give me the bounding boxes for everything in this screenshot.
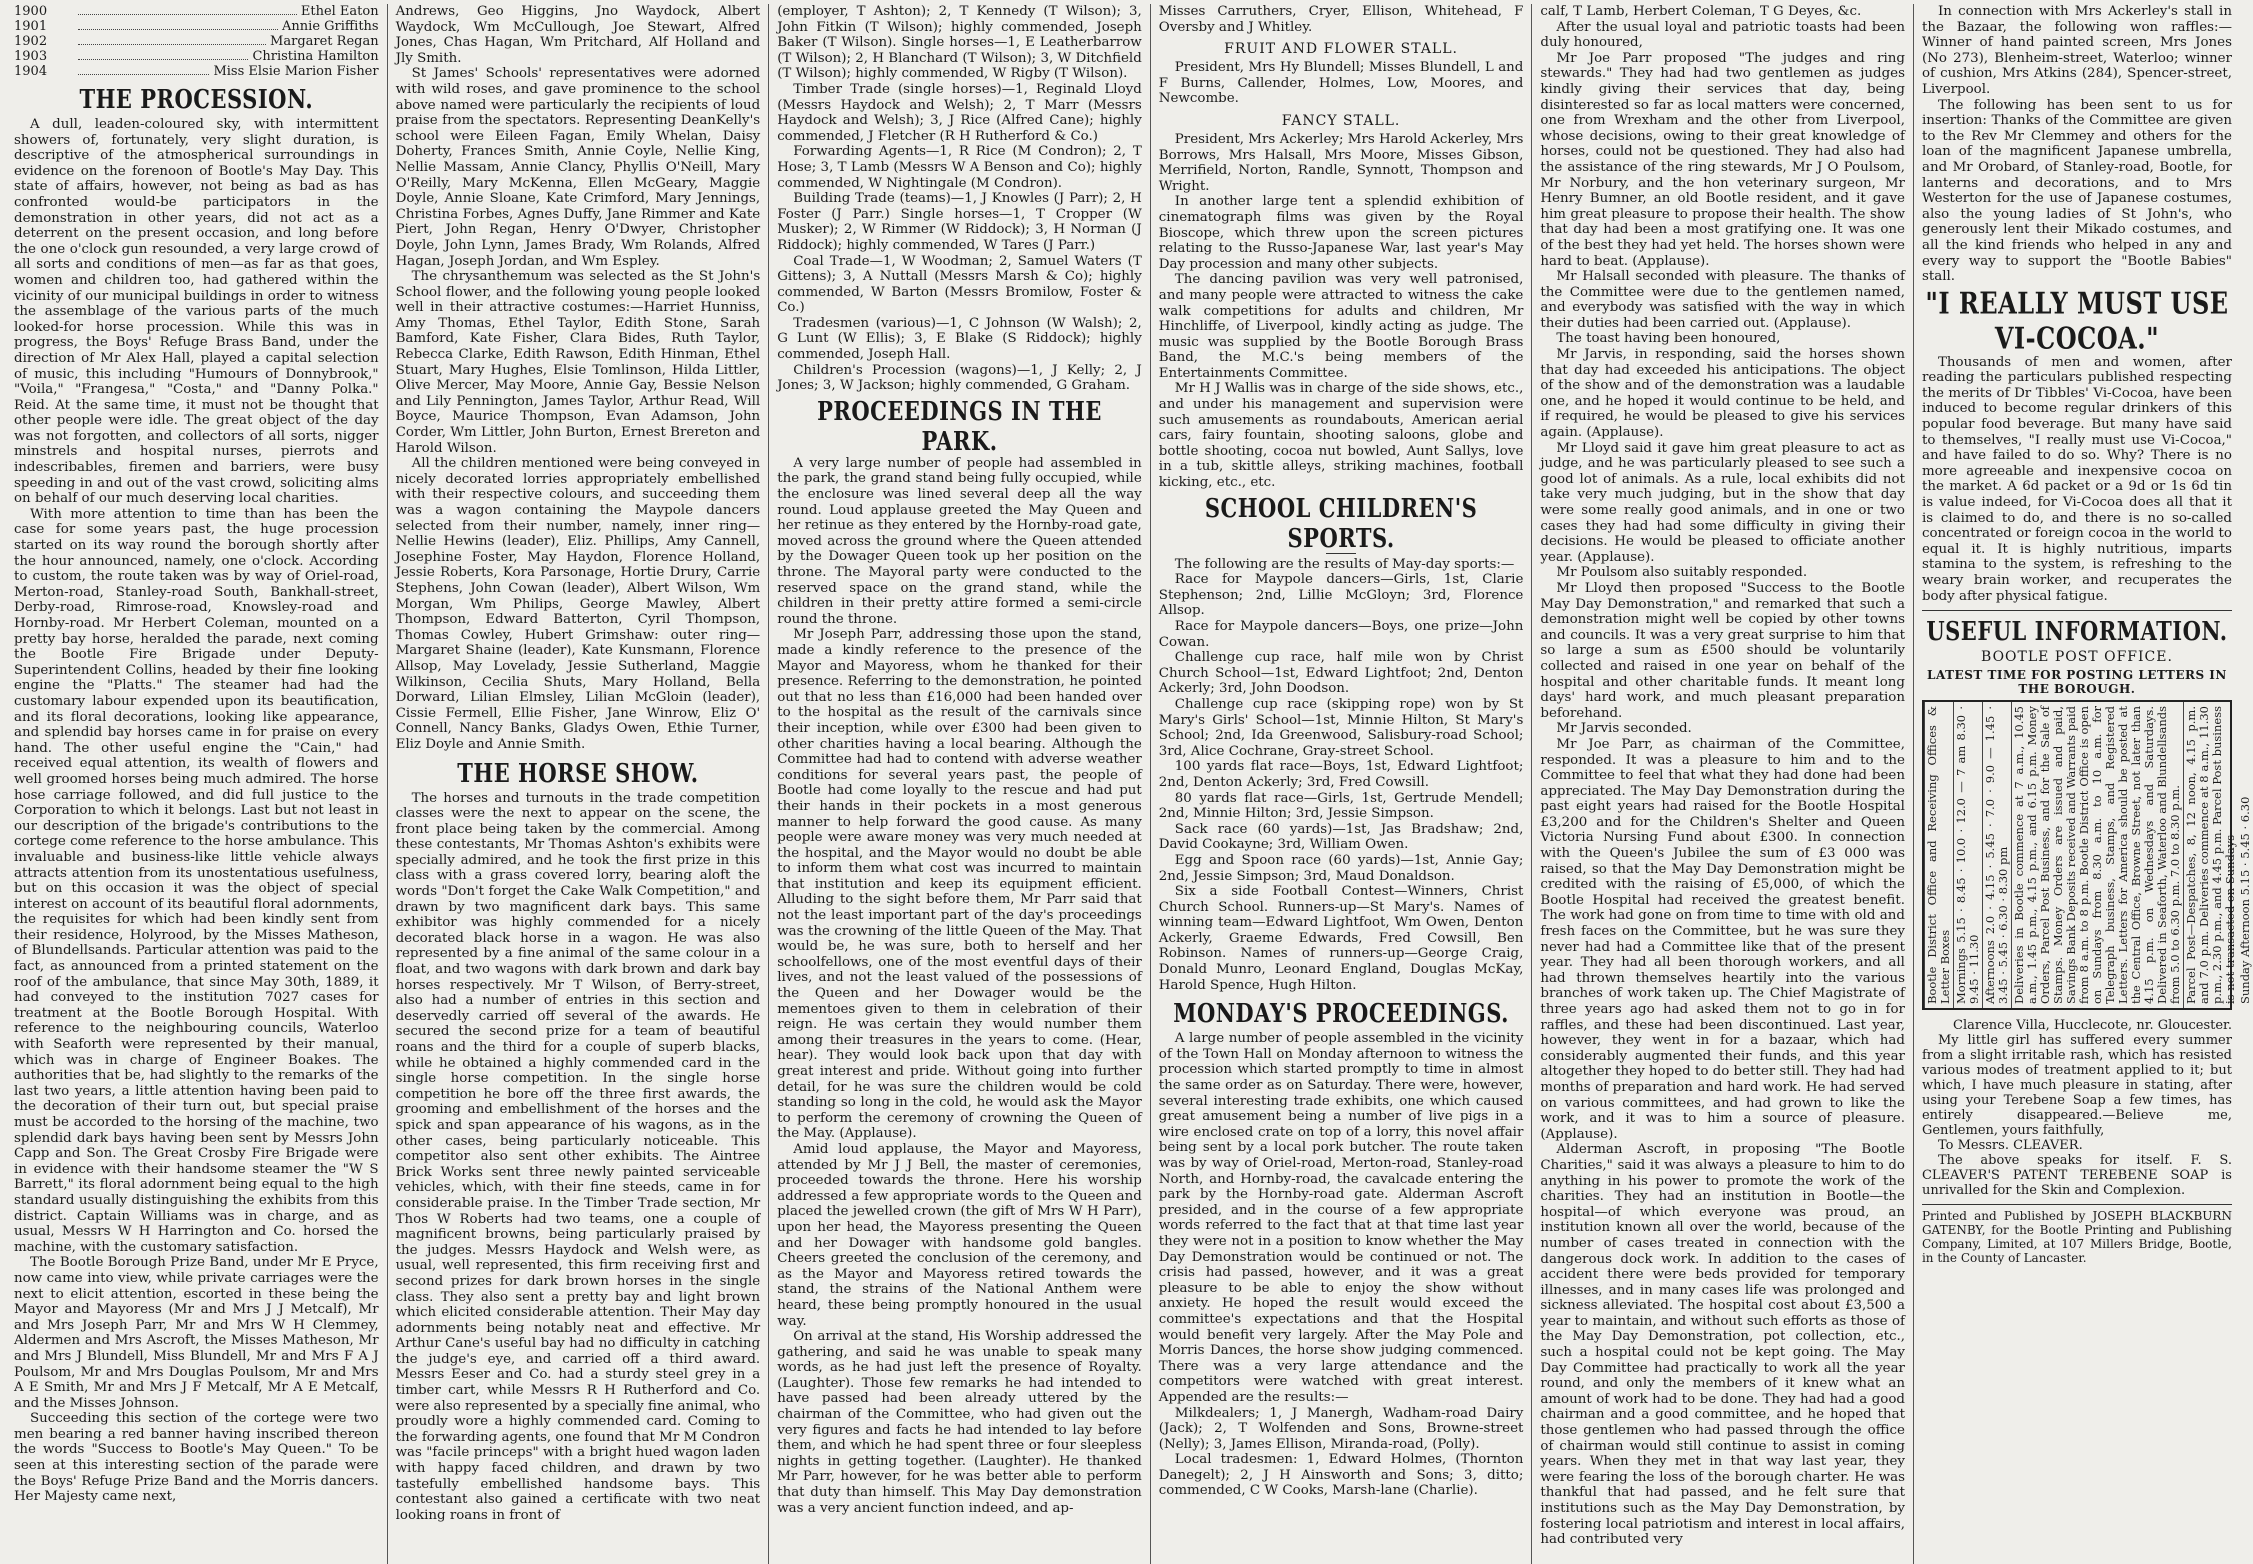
paragraph: In another large tent a splendid exhibition of cinematograph films was given by the Royal Bioscope, which threw upon the screen pictures relating to the Russo-Japanese War, last year's May Day procession and many other subjects. bbox=[1158, 194, 1524, 272]
post-times-table bbox=[1922, 700, 2252, 1010]
paragraph: Race for Maypole dancers—Girls, 1st, Clarie Stephenson; 2nd, Lillie McGloyn; 3rd, Florence Allsop. bbox=[1158, 572, 1524, 619]
paragraph: The toast having been honoured, bbox=[1556, 331, 1781, 347]
paragraph: With more attention to time than has been the case for some years past, the huge procession started on its way round the borough shortly after the hour announced, namely, one o'clock. According to custom, the route taken was by way of Oriel-road, Merton-road, Stanley-road South, Bankhall-street, Derby-road, Rimrose-road, Knowsley-road and Hornby-road. Mr Herbert Coleman, mounted on a pretty bay horse, heralded the parade, next coming the Bootle Fire Brigade under Deputy-Superintendent Collins, headed by their fine looking engine the "Platts." The steamer had had the customary labour expended upon its beautification, and its floral decorations, looking like appearance, and splendid bay horses came in for praise on every hand. The other useful engine the "Cain," had received equal attention, its wealth of flowers and well groomed horses being much admired. The horse hose carriage followed, and did full justice to the Corporation to which it belongs. Last but not least in our description of the brigade's contributions to the cortege come reference to the horse ambulance. This invaluable and business-like little vehicle always attracts attention from its unostentatious usefulness, but on this occasion it was the object of special interest on account of its beautiful floral adornments, the requisites for which had been kindly sent from their residence, Holyrood, by the Misses Matheson, of Blundellsands. Particular attention was paid to the fact, as announced from a printed statement on the roof of the ambulance, that since May 30th, 1889, it had conveyed to the institution 7027 cases for treatment at the Bootle Borough Hospital. With reference to the neighbouring councils, Waterloo with Seaforth were represented by their manual, which was in charge of Engineer Boakes. The authorities that be, had slightly to the remarks of the last two years, a little attention having been paid to the decoration of their turn out, but special praise must be accorded to the horsing of the machine, two splendid dark bays having been sent by Messrs John Capp and Son. The Great Crosby Fire Brigade were in evidence with their handsome steamer the "W S Barrett," its floral adornment being equal to the high standard usually distinguishing the exhibits from this district. Captain Williams was in charge, and as usual, Messrs W H Harrington and Co. horsed the machine, with the customary satisfaction. bbox=[14, 506, 379, 1255]
paragraph: Challenge cup race (skipping rope) won by St Mary's Girls' School—1st, Minnie Hilton, St Mary's School; 2nd, Ida Greenwood, Salisbury-road School; 3rd, Alice Cochrane, Gray-street School. bbox=[1158, 696, 1524, 759]
list-item: 1902 Margaret Regan bbox=[14, 34, 379, 49]
subheading-latest-time: LATEST TIME FOR POSTING LETTERS IN THE BOROUGH. bbox=[1927, 668, 2227, 697]
divider bbox=[1922, 610, 2232, 611]
column-6 bbox=[1914, 4, 2252, 1564]
paragraph: On arrival at the stand, His Worship addressed the gathering, and said he was unable to speak many words, as he had just left the presence of Royalty. (Laughter). Those few remarks he had intended to have passed had been already uttered by the chairman of the Committee, who had given out the very figures and facts he had intended to lay before them, and which he had spent three or four sleepless nights in getting together. (Laughter). He thanked Mr Parr, however, for he was better able to perform that duty than himself. This May Day demonstration was a very ancient function indeed, and ap- bbox=[777, 1329, 1142, 1516]
paragraph: (employer, T Ashton); 2, T Kennedy (T Wilson); 3, John Fitkin (T Wilson); highly commended, Joseph Baker (T Wilson). Single horses—1, E Leatherbarrow (T Wilson); 2, H Blanchard (T Wilson); 3, W Ditchfield (T Wilson); highly commended, W Rigby (T Wilson). bbox=[777, 4, 1142, 82]
terebene-soap-advert bbox=[1922, 1018, 2232, 1198]
list-item: 1903 Christina Hamilton bbox=[14, 49, 379, 64]
paragraph: The horses and turnouts in the trade competition classes were the next to appear on the scene, the front place being taken by the commercial. Among these contestants, Mr Thomas Ashton's exhibits were specially admired, and he took the first prize in this class with a grass covered lorry, bearing aloft the words "Don't forget the Cake Walk Competition," and drawn by two magnificent dark bays. This same exhibitor was highly commended for a nicely decorated black horse in a wagon. He was also represented by a fine animal of the same colour in a float, and two wagons with dark brown and dark bay horses respectively. Mr T Wilson, of Berry-street, also had a number of entries in this section and deservedly carried off several of the awards. He secured the second prize for a team of beautiful roans and the third for a couple of superb blacks, while he obtained a highly commended card in the single horse competition. In the single horse competition he bore off the three first awards, the grooming and embellishment of the horses and the spick and span appearance of his wagons, as in the other cases, being particularly noticeable. This competitor also sent other exhibits. The Aintree Brick Works sent three newly painted serviceable vehicles, which, with their fine steeds, came in for considerable praise. In the Timber Trade section, Mr Thos W Roberts had two teams, one a couple of magnificent browns, being particularly praised by the judges. Messrs Haydock and Welsh were, as usual, well represented, this firm receiving first and second prizes for dark brown horses in the single class. They also sent a pretty bay and light brown which elicited considerable attention. Their May day adornments being notably neat and effective. Mr Arthur Cane's useful bay had no difficulty in catching the judge's eye, and carried off a third award. Messrs Eeser and Co. had a sturdy steel grey in a timber cart, while Messrs R H Rutherford and Co. were also represented by a specially fine animal, who proudly wore a highly commended card. Coming to the forwarding agents, one found that Mr M Condron was "facile princeps" with a bright hued wagon laden with happy faced children, and drawn by two tastefully embellished handsome bays. This contestant also gained a certificate with two neat looking roans in front of bbox=[395, 790, 761, 1523]
table-column: Mornings 5.15 · 8.45 · 10.0 · 12.0 — 7 am 8.30 · 9.45 · 11.30 bbox=[1953, 702, 1982, 1008]
heading-horse-show: THE HORSE SHOW. bbox=[457, 756, 699, 788]
paragraph: The following are the results of May-day sports:— bbox=[1174, 556, 1515, 572]
paragraph: Mr Jarvis, in responding, said the horses shown that day had exceeded his anticipations. The object of the show and of the demonstration was a laudable one, and he hoped it would continue to be held, and if required, he would be pleased to give his services again. (Applause). bbox=[1540, 347, 1905, 441]
paragraph: Mr Joseph Parr, addressing those upon the stand, made a kindly reference to the presence of the Mayor and Mayoress, whom he thanked for their presence. Referring to the demonstration, he pointed out that no less than £16,000 had been handed over to the hospital as the result of the carnivals since their inception, while over £300 had been given to other charities having a local bearing. Although the Committee had had to contend with adverse weather conditions for several years past, the people of Bootle had come loyally to the rescue and had put their hands in their pockets in a most generous manner to help forward the good cause. As many people were aware money was very much needed at the hospital, and the Mayor would no doubt be able to inform them what cost was incurred to maintain that institution and keep its equipment efficient. Alluding to the sight before them, Mr Parr said that not the least important part of the day's proceedings was the crowning of the little Queen of the May. That would be, he was sure, both to herself and her schoolfellows, one of the most eventful days of their lives, and not the least valued of the possessions of the Queen and her Dowager would be the mementoes given to them in celebration of their reign. He was certain they would number them among their treasures in the years to come. (Hear, hear). They would look back upon that day with great interest and pride. Without going into further detail, for he was sure the children would be cold standing so long in the cold, he would ask the Mayor to perform the ceremony of crowning the Queen of the May. (Applause). bbox=[777, 627, 1142, 1142]
table-column: Parcel Post—Despatches, 8, 12 noon, 4.15 p.m. and 7.0 p.m. Deliveries commence at 8 a.m., 11.30 p.m., 2.30 p.m., and 4.45 p.m. Parcel Post business is not transacted on Sundays bbox=[2183, 702, 2238, 1008]
table-column: Bootle District Office and Receiving Offices & Letter Boxes bbox=[1924, 702, 1953, 1008]
heading-fancy-stall: FANCY STALL. bbox=[1281, 112, 1401, 129]
paragraph: The following has been sent to us for insertion: Thanks of the Committee are given to the Rev Mr Clemmey and others for the loan of the magnificent Japanese umbrella, and Mr Orobard, of Stanley-road, Bootle, for lanterns and decorations, and to Mrs Westerton for the use of Japanese costumes, also the young ladies of St John's, who generously lent their Mikado costumes, and all the kind friends who helped in any and every way to support the "Bootle Babies" stall. bbox=[1921, 97, 2232, 285]
heading-fruit-stall: FRUIT AND FLOWER STALL. bbox=[1224, 41, 1458, 58]
heading-proceedings-park: PROCEEDINGS IN THE PARK. bbox=[817, 394, 1102, 456]
paragraph: 100 yards flat race—Boys, 1st, Edward Lightfoot; 2nd, Denton Ackerly; 3rd, Fred Cowsill. bbox=[1158, 759, 1524, 790]
paragraph: A very large number of people had assembled in the park, the grand stand being fully occupied, while the enclosure was lined several deep all the way round. Loud applause greeted the May Queen and her retinue as they entered by the Hornby-road gate, moved across the ground where the Queen attended by the Dowager Queen took up her position on the throne. The Mayoral party were conducted to the reserved space on the grand stand, while the children in their pretty attire formed a semi-circle round the throne. bbox=[777, 455, 1142, 627]
paragraph: Amid loud applause, the Mayor and Mayoress, attended by Mr J J Bell, the master of ceremonies, proceeded towards the throne. Here his worship addressed a few appropriate words to the Queen and placed the jewelled crown (the gift of Mrs W H Parr), upon her head, the Mayoress presenting the Queen and her Dowager with handsome gold bangles. Cheers greeted the conclusion of the ceremony, and as the Mayor and Mayoress retired towards the stand, the strains of the National Anthem were heard, these being promptly honoured in the usual way. bbox=[777, 1141, 1142, 1329]
paragraph: Alderman Ascroft, in proposing "The Bootle Charities," said it was always a pleasure to him to do anything in his power to promote the work of the charities. They had an institution in Bootle—the hospital—of which everyone was proud, an institution known all over the world, because of the number of cases treated in connection with the dangerous dock work. In addition to the cases of accident there were beds provided for temporary illnesses, and in many cases life was prolonged and sickness alleviated. The hospital cost about £3,500 a year to maintain, and without such efforts as those of the May Day Demonstration, pot collection, etc., such a hospital could not be kept going. The May Day Committee had practically to work all the year round, and only the members of it knew what an amount of work had to be done. They had had a good chairman and a good committee, and he hoped that those gentlemen who had passed through the office of chairman would still continue to assist in coming years. When they met in that way last year, they were fearing the loss of the borough charter. He was thankful that had passed, and he felt sure that institutions such as the May Day Demonstration, by fostering local patriotism and interest in local affairs, had contributed very bbox=[1540, 1142, 1905, 1548]
paragraph: All the children mentioned were being conveyed in nicely decorated lorries appropriately embellished with their respective colours, and succeeding them was a wagon containing the Maypole dancers selected from their number, namely, inner ring—Nellie Hewins (leader), Eliz. Phillips, Amy Cannell, Josephine Foster, May Haydon, Florence Holland, Jessie Roberts, Kora Parsonage, Hortie Drury, Carrie Stephens, John Cowan (leader), Albert Wilson, Wm Morgan, Wm Philips, George Mawley, Albert Thompson, Edward Batterton, Cyril Thompson, Thomas Cowley, Hubert Grimshaw: outer ring—Margaret Shaine (leader), Kate Kunsmann, Florence Allsop, May Lovelady, Jessie Sutherland, Maggie Wilkinson, Cecilia Shuts, Mary Holland, Bella Dorward, Lilian Elmsley, Lilian McGloin (leader), Cissie Fermell, Ellie Fisher, Jane Winrow, Eliz O' Connell, Nancy Banks, Gladys Owen, Ethie Turner, Eliz Doyle and Annie Smith. bbox=[395, 456, 761, 752]
heading-school-sports: SCHOOL CHILDREN'S SPORTS. bbox=[1204, 491, 1478, 553]
paragraph: Coal Trade—1, W Woodman; 2, Samuel Waters (T Gittens); 3, A Nuttall (Messrs Marsh & Co); highly commended, W Barton (Messrs Bromilow, Foster & Co.) bbox=[777, 253, 1142, 316]
table-column: Afternoons 2.0 · 4.15 · 5.45 · 7.0 · 9.0 — 1.45 · 3.45 · 5.45 · 6.30 · 8.30 pm bbox=[1982, 702, 2011, 1008]
paragraph: Timber Trade (single horses)—1, Reginald Lloyd (Messrs Haydock and Welsh); 2, T Marr (Messrs Haydock and Welsh); 3, J Rice (Alfred Cane); highly commended, J Fletcher (R H Rutherford & Co.) bbox=[777, 81, 1142, 144]
paragraph: Mr Joe Parr, as chairman of the Committee, responded. It was a pleasure to him and to the Committee to feel that what they had done had been appreciated. The May Day Demonstration during the past eight years had raised for the Bootle Hospital £3,200 and for the Children's Shelter and Queen Victoria Nursing Fund about £300. In connection with the Queen's Jubilee the sum of £3 000 was raised, so that the May Day Demonstration might be credited with the raising of £5,000, of which the Bootle Hospital had received the greatest benefit. The work had gone on from time to time with old and fresh faces on the Committee, but he was sure they never had had a Committee like that of the present year. They had all been thorough workers, and all had thrown themselves heartily into the various branches of work taken up. The Chief Magistrate of three years ago had asked them not to go in for raffles, and these had been discontinued. Last year, however, they went in for a bazaar, which had considerably augmented their funds, and this year altogether they hoped to do better still. They had had months of preparation and hard work. He had served on various committees, and had grown to like the work, and it was to him a source of pleasure. (Applause). bbox=[1540, 736, 1905, 1142]
table-column: Deliveries in Bootle commence at 7 a.m., 10.45 a.m., 1.45 p.m., 4.15 p.m., and 6.15 p.m. Money Orders, Parcel Post Business, and for the Sale of Stamps. Money Orders are issued and paid, Savings Bank Deposits received and Warrants paid from 8 a.m. to 8 p.m. Bootle District Office is open on Sundays from 8.30 a.m. to 10 a.m. for Telegraph business, Stamps, and Registered Letters. Letters for America should be posted at the Central Office, Browne Street, not later than 4.15 p.m. on Wednesdays and Saturdays. Delivered in Seaforth, Waterloo and Blundellsands from 5.0 to 6.30 p.m. 7.0 to 8.30 p.m. bbox=[2011, 702, 2183, 1008]
paragraph: Egg and Spoon race (60 yards)—1st, Annie Gay; 2nd, Jessie Simpson; 3rd, Maud Donaldson. bbox=[1158, 852, 1524, 884]
paragraph: Mr Lloyd said it gave him great pleasure to act as judge, and he was particularly pleased to see such a good lot of animals. As a rule, local exhibits did not take very much judging, but in the show that day were some really good animals, and in one or two cases they had had some difficulty in giving their decisions. He would be pleased to officiate another year. (Applause). bbox=[1540, 440, 1905, 565]
heading-procession: THE PROCESSION. bbox=[79, 82, 314, 114]
heading-useful-information: USEFUL INFORMATION. bbox=[1926, 614, 2228, 647]
paragraph: The Bootle Borough Prize Band, under Mr E Pryce, now came into view, while private carriages were the next to elicit attention, escorted in these being the Mayor and Mayoress (Mr and Mrs J J Metcalf), Mr and Mrs Joseph Parr, Mr and Mrs W H Clemmey, Aldermen and Mrs Ascroft, the Misses Matheson, Mr and Mrs J Blundell, Miss Blundell, Mr and Mrs F A J Poulsom, Mr and Mrs Douglas Poulsom, Mr and Mrs A E Smith, Mr and Mrs J F Metcalf, Mr A E Metcalf, and the Misses Johnson. bbox=[14, 1255, 379, 1411]
paragraph: calf, T Lamb, Herbert Coleman, T G Deyes, &c. bbox=[1540, 4, 1862, 19]
paragraph: Mr Poulsom also suitably responded. bbox=[1556, 565, 1808, 581]
paragraph: Challenge cup race, half mile won by Christ Church School—1st, Edward Lightfoot; 2nd, Denton Ackerly; 3rd, John Doodson. bbox=[1158, 650, 1524, 697]
table-column: Sunday Afternoon 5.15 · 5.45 · 6.30 bbox=[2237, 796, 2252, 1005]
paragraph: Six a side Football Contest—Winners, Christ Church School. Runners-up—St Mary's. Names of winning team—Edward Lightfoot, Wm Owen, Denton Ackerly, Graeme Edwards, Fred Cowsill, Ben Robinson. Names of runners-up—George Craig, Donald Munro, Leonard England, Douglas McKay, Harold Spence, Hugh Hilton. bbox=[1158, 884, 1524, 993]
paragraph: After the usual loyal and patriotic toasts had been duly honoured, bbox=[1540, 19, 1905, 51]
paragraph: Forwarding Agents—1, R Rice (M Condron); 2, T Hose; 3, T Lamb (Messrs W A Benson and Co); highly commended, W Nightingale (M Condron). bbox=[777, 144, 1142, 191]
paragraph: Sack race (60 yards)—1st, Jas Bradshaw; 2nd, David Cookayne; 3rd, William Owen. bbox=[1158, 821, 1524, 853]
paragraph: Misses Carruthers, Cryer, Ellison, Whitehead, F Oversby and J Whitley. bbox=[1158, 4, 1524, 35]
column-4 bbox=[1151, 4, 1533, 1564]
paragraph: A dull, leaden-coloured sky, with intermittent showers of, fortunately, very slight duration, is descriptive of the atmospherical surroundings in evidence on the forenoon of Bootle's May Day. This state of affairs, however, not being as bad as has confronted would-be participators in the demonstration in other years, did not act as a deterrent on the present occasion, and long before the one o'clock gun resounded, a very large crowd of all sorts and conditions of men—as far as that goes, women and children too, had gathered within the vicinity of our municipal buildings in order to witness the assemblage of the various parts of the much looked-for horse procession. While this was in progress, the Boys' Refuge Brass Band, under the direction of Mr Alex Hall, played a capital selection of music, this including "Humours of Donnybrook," "Voila," "Frangesa," "Costa," and "Danny Polka." Reid. At the same time, it must not be thought that other people were idle. The great object of the day was not forgotten, and collectors of all sorts, nigger minstrels and hospital nurses, pierrots and indescribables, firemen and barriers, were busy speeding in and out of the vast crowd, soliciting alms on behalf of our much deserving local charities. bbox=[14, 117, 379, 507]
column-2 bbox=[388, 4, 770, 1564]
advert-signoff: To Messrs. CLEAVER. bbox=[1937, 1138, 2083, 1154]
column-3 bbox=[769, 4, 1151, 1564]
paragraph: Local tradesmen: 1, Edward Holmes, (Thornton Danegelt); 2, J H Ainsworth and Sons; 3, ditto; commended, C W Cooks, Marsh-lane (Charlie). bbox=[1158, 1452, 1524, 1499]
list-item: 1901 Annie Griffiths bbox=[14, 19, 379, 34]
paragraph: Building Trade (teams)—1, J Knowles (J Parr); 2, H Foster (J Parr.) Single horses—1, T Cropper (W Musker); 2, W Rimmer (W Riddock); 3, H Norman (J Riddock); highly commended, W Tares (J Parr.) bbox=[777, 191, 1142, 253]
paragraph: Milkdealers; 1, J Manergh, Wadham-road Dairy (Jack); 2, T Wolfenden and Sons, Browne-street (Nelly); 3, James Ellison, Miranda-road, (Polly). bbox=[1158, 1405, 1524, 1452]
column-1 bbox=[6, 4, 388, 1564]
printer-imprint: Printed and Published by JOSEPH BLACKBURN GATENBY, for the Bootle Printing and Publishing Company, Limited, at 107 Millers Bridge, Bootle, in the County of Lancaster. bbox=[1922, 1204, 2232, 1265]
paragraph: The dancing pavilion was very well patronised, and many people were attracted to witness the cake walk competitions for adults and children, Mr Hinchliffe, of Liverpool, kindly acting as judge. The music was supplied by the Bootle Borough Brass Band, the M.C.'s being members of the Entertainments Committee. bbox=[1158, 272, 1524, 381]
heading-monday-proceedings: MONDAY'S PROCEEDINGS. bbox=[1173, 997, 1509, 1029]
paragraph: In connection with Mrs Ackerley's stall in the Bazaar, the following won raffles:—Winner of hand painted screen, Mrs Jones (No 273), Blenheim-street, Waterloo; winner of cushion, Mrs Atkins (284), Spencer-street, Liverpool. bbox=[1921, 4, 2232, 97]
paragraph: Mr Jarvis seconded. bbox=[1556, 721, 1692, 737]
paragraph: A large number of people assembled in the vicinity of the Town Hall on Monday afternoon to witness the procession which started promptly to time in almost the same order as on Saturday. There were, however, several interesting trade exhibits, one which caused great amusement being a number of live pigs in a wire enclosed crate on top of a lorry, this novel affair being sent by a local pork butcher. The route taken was by way of Oriel-road, Merton-road, Stanley-road North, and Hornby-road, the cavalcade entering the park by the Hornby-road gate. Alderman Ascroft presided, and in the course of a few appropriate words referred to the fact that at that time last year they were not in a position to know whether the May Day Demonstration would be continued or not. The crisis had passed, however, and it was a great pleasure to be able to enjoy the show without anxiety. He hoped the result would exceed the committee's expectations and that the Hospital would benefit very largely. After the May Pole and Morris Dances, the horse show judging commenced. There was a very large attendance and the competitors were watched with great interest. Appended are the results:— bbox=[1158, 1031, 1524, 1405]
paragraph: 80 yards flat race—Girls, 1st, Gertrude Mendell; 2nd, Minnie Hilton; 3rd, Jessie Simpson. bbox=[1158, 790, 1524, 822]
paragraph: Mr H J Wallis was in charge of the side shows, etc., and under his management and supervision were such amusements as roundabouts, American aerial cars, fairy fountain, shooting saloons, globe and bottle shooting, cocoa nut bowled, Aunt Sallys, love in a tub, skittle alleys, striking machines, football kicking, etc., etc. bbox=[1158, 381, 1524, 491]
paragraph: President, Mrs Hy Blundell; Misses Blundell, L and F Burns, Callender, Holmes, Low, Moores, and Newcombe. bbox=[1158, 60, 1524, 107]
heading-vi-cocoa: "I REALLY MUST USE VI-COCOA." bbox=[1925, 284, 2229, 356]
list-item: 1904 Miss Elsie Marion Fisher bbox=[14, 64, 379, 79]
paragraph: Thousands of men and women, after reading the particulars published respecting the merits of Dr Tibbles' Vi-Cocoa, have been induced to become regular drinkers of this popular food beverage. But many have said to themselves, "I really must use Vi-Cocoa," and have failed to do so. Why? There is no more agreeable and inexpensive cocoa on the market. A 6d packet or a 9d or 1s 6d tin is value indeed, for Vi-Cocoa does all that it is claimed to do, and there is no so-called concentrated or foreign cocoa in the world to equal it. It is highly nutritious, imparts stamina to the system, is refreshing to the weary brain worker, and recuperates the body after physical fatigue. bbox=[1921, 354, 2232, 604]
column-5 bbox=[1532, 4, 1914, 1564]
advert-address: Clarence Villa, Hucclecote, nr. Gloucester. bbox=[1953, 1018, 2232, 1034]
paragraph: Andrews, Geo Higgins, Jno Waydock, Albert Waydock, Wm McCullough, Joe Stewart, Alfred Jones, Chas Hagan, Wm Pritchard, Alf Holland and Jly Smith. bbox=[395, 4, 761, 66]
advert-body: My little girl has suffered every summer from a slight irritable rash, which has resisted various modes of treatment applied to it; but which, I have much pleasure in stating, after using your Terebene Soap a few times, has entirely disappeared.—Believe me, Gentlemen, yours faithfully, bbox=[1921, 1033, 2232, 1139]
paragraph: Succeeding this section of the cortege were two men bearing a red banner having inscribed thereon the words "Success to Bootle's May Queen." To be seen at this interesting section of the parade were the Boys' Refuge Prize Band and the Morris dancers. Her Majesty came next, bbox=[14, 1411, 379, 1505]
paragraph: Tradesmen (various)—1, C Johnson (W Walsh); 2, G Lunt (W Ellis); 3, E Blake (S Riddock); highly commended, Joseph Hall. bbox=[777, 315, 1142, 363]
list-item: 1900 Ethel Eaton bbox=[14, 4, 379, 19]
advert-tagline: The above speaks for itself. F. S. CLEAVER'S PATENT TEREBENE SOAP is unrivalled for the Skin and Complexion. bbox=[1921, 1153, 2232, 1199]
paragraph: President, Mrs Ackerley; Mrs Harold Ackerley, Mrs Borrows, Mrs Halsall, Mrs Moore, Misses Gibson, Merrifield, Norton, Randle, Synnott, Thompson and Wright. bbox=[1158, 131, 1524, 194]
subheading-post-office: BOOTLE POST OFFICE. bbox=[1981, 649, 2173, 666]
paragraph: Mr Lloyd then proposed "Success to the Bootle May Day Demonstration," and remarked that such a demonstration might well be copied by other towns and councils. It was a very great surprise to him that so large a sum as £500 should be voluntarily collected and raised in one year on behalf of the hospital and other charitable funds. It meant long days' hard work, and much pleasant preparation beforehand. bbox=[1540, 580, 1905, 721]
may-queen-list bbox=[14, 4, 379, 79]
paragraph: St James' Schools' representatives were adorned with wild roses, and gave prominence to the school above named were particularly the recipients of loud praise from the spectators. Representing DeanKelly's school were Eileen Fagan, Emily Whelan, Daisy Doherty, Frances Smith, Annie Coyle, Nellie King, Nellie Massam, Annie Clancy, Phyllis O'Neill, Mary O'Reilly, Mary McKenna, Ellen McGeary, Maggie Doyle, Annie Sloane, Kate Crimford, Mary Jennings, Christina Forbes, Agnes Duffy, Jane Rimmer and Kate Piert, John Regan, Henry O'Dwyer, Christopher Doyle, John Lynn, James Brady, Wm Rolands, Alfred Hagan, Joseph Jordan, and Wm Espley. bbox=[395, 66, 761, 269]
paragraph: Mr Joe Parr proposed "The judges and ring stewards." They had had two gentlemen as judges kindly giving their services that day, being disinterested so far as local matters were concerned, one from Wrexham and the other from Liverpool, whose decisions, owing to their great knowledge of horses, could not be questioned. They had also had the assistance of the ring stewards, Mr J O Poulsom, Mr Norbury, and the hon veterinary surgeon, Mr Henry Bumner, an old Bootle resident, and it gave him great pleasure to propose their health. The show that day had been a most gratifying one. It was one of the best they had yet held. The horses shown were hard to beat. (Applause). bbox=[1540, 50, 1905, 269]
paragraph: Race for Maypole dancers—Boys, one prize—John Cowan. bbox=[1158, 619, 1524, 650]
paragraph: The chrysanthemum was selected as the St John's School flower, and the following young people looked well in their attractive costumes:—Harriet Hunniss, Amy Thomas, Ethel Taylor, Edith Stone, Sarah Bamford, Kate Fisher, Clara Bides, Ruth Taylor, Rebecca Clarke, Edith Rawson, Edith Hinman, Ethel Stuart, Mary Hughes, Elsie Tomlinson, Hilda Littler, Olive Mercer, May Moore, Annie Gay, Bessie Nelson and Lily Pennington, James Taylor, Arthur Read, Will Boyce, Maurice Thompson, Evan Adamson, John Corder, Wm Littler, John Burton, Ernest Brereton and Harold Wilson. bbox=[395, 269, 761, 456]
paragraph: Children's Procession (wagons)—1, J Kelly; 2, J Jones; 3, W Jackson; highly commended, G Graham. bbox=[777, 362, 1142, 394]
paragraph: Mr Halsall seconded with pleasure. The thanks of the Committee were due to the gentlemen named, and everybody was satisfied with the way in which their duties had been carried out. (Applause). bbox=[1540, 269, 1905, 331]
